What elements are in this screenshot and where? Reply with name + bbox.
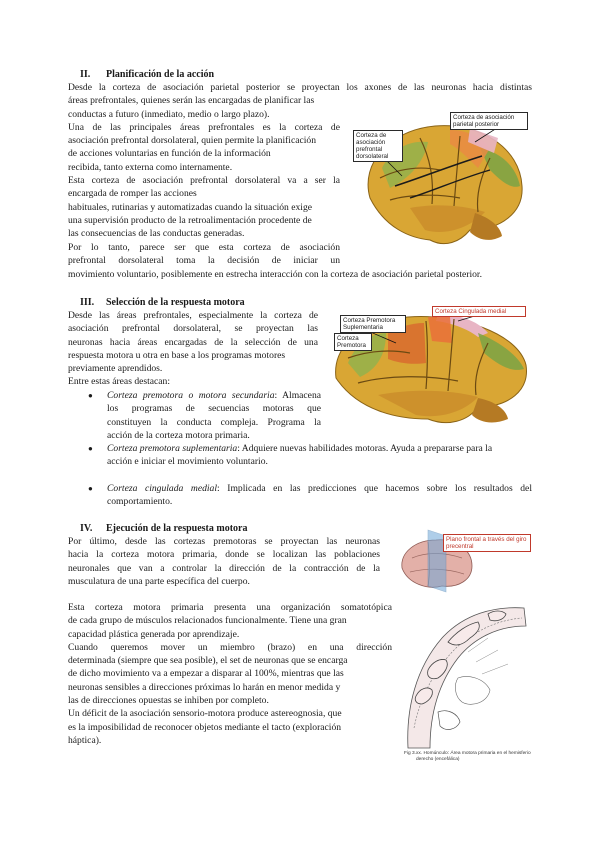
sec2-line: áreas prefrontales, quienes serán las encargadas de planificar las <box>68 95 315 107</box>
sec2-line-full: Desde la corteza de asociación parietal posterior se proyectan los axones de las neuronas hacia distintas <box>68 82 532 93</box>
bullet-dot-icon: ● <box>88 444 93 453</box>
label-prefrontal-dorsolateral: Corteza de asociación prefrontal dorsolateral <box>353 130 403 162</box>
homunculus-illustration <box>398 598 532 750</box>
brain-figure-premotor <box>328 303 533 433</box>
sec3-paragraph <box>68 309 318 375</box>
label-premotora: Corteza Premotora <box>334 333 372 351</box>
brain-figure-frontal-plane <box>398 528 532 594</box>
sec3-line: previamente aprendidos. <box>68 363 163 375</box>
sec4-line: las de direcciones opuestas se inhiben por completo. <box>68 695 269 707</box>
term-premotora: Corteza premotora o motora secundaria <box>107 390 275 401</box>
sec4-line: capacidad plástica generada por aprendizaje. <box>68 628 240 640</box>
sec4-line: neuronas sensibles a direcciones próximas lo harán en menor medida y <box>68 681 341 693</box>
bullet-dot-icon: ● <box>88 484 93 493</box>
sec2-paragraph <box>68 94 340 267</box>
sec3-line: neuronas hacia áreas encargadas de la selección de una <box>68 336 318 348</box>
sec3-line: respuesta motora u otra en base a los programas motores <box>68 349 286 361</box>
homunculus-figure <box>398 598 532 750</box>
sec2-line: Por lo tanto, parece ser que esta corteza de asociación <box>68 241 340 253</box>
sec4-line: neuronales que van a controlar la dirección de la contracción de la <box>68 562 380 574</box>
sec4-paragraph-2 <box>68 601 392 747</box>
sec4-line: es la imposibilidad de reconocer objetos mediante el tacto (exploración <box>68 721 342 733</box>
sec2-line: recibida, tanto externa como internamente. <box>68 161 233 173</box>
sec4-line: determinada (siempre que sea posible), el set de neuronas que se encarga <box>68 655 348 667</box>
sec3-line: asociación prefrontal dorsolateral, se proyectan las <box>68 323 318 335</box>
bullet-dot-icon: ● <box>88 391 93 400</box>
sec4-line: Cuando queremos mover un miembro (brazo) en una dirección <box>68 641 392 653</box>
sec2-line: de acciones voluntarias en función de la información <box>68 148 271 160</box>
label-frontal-plane: Plano frontal a través del giro precentral <box>443 534 531 552</box>
term-cingulada: Corteza cingulada medial <box>107 483 218 494</box>
sec2-line-last: movimiento voluntario, posiblemente en estrecha interacción con la corteza de asociación parietal posterior. <box>68 269 482 280</box>
label-parietal-posterior: Corteza de asociación parietal posterior <box>450 112 528 130</box>
sec4-line: Un déficit de la asociación sensorio-motora produce astereognosia, que <box>68 708 342 720</box>
term-suplementaria: Corteza premotora suplementaria <box>107 443 238 454</box>
sec2-line: Esta corteza de asociación prefrontal dorsolateral va a ser la <box>68 175 340 187</box>
sec2-line: una supervisión producto de la retroalimentación procedente de <box>68 214 312 226</box>
heading-sec4: IV. Ejecución de la respuesta motora <box>80 523 248 534</box>
sec2-line: prefrontal dorsolateral toma la decisión de iniciar un <box>68 254 340 266</box>
sec2-line: Una de las principales áreas prefrontales es la corteza de <box>68 121 340 133</box>
sec3-line: Desde las áreas prefrontales, especialmente la corteza de <box>68 310 318 321</box>
sec2-line: habituales, rutinarias y automatizadas cuando la situación exige <box>68 201 313 213</box>
sec3-intro: Entre estas áreas destacan: <box>68 376 171 387</box>
brain-figure-planning <box>350 108 530 256</box>
sec4-line: de dicho movimiento va a empezar a disparar al 100%, mientras que las <box>68 668 344 680</box>
sec4-line: hacia la corteza motora primaria, donde se localizan las poblaciones <box>68 549 380 561</box>
sec4-line: musculatura de una parte específica del cuerpo. <box>68 575 250 587</box>
sec4-paragraph-1 <box>68 535 380 588</box>
heading-sec3: III. Selección de la respuesta motora <box>80 297 245 308</box>
sec4-line: Por último, desde las cortezas premotoras se proyectan las neuronas <box>68 536 380 547</box>
sec2-line: conductas a futuro (inmediato, medio o largo plazo). <box>68 108 270 120</box>
figure-caption: Fig 3.xx. Homúnculo: Área motora primaria en el hemisferio derecho (encefálica) <box>404 751 531 762</box>
label-cingulada-medial: Corteza Cingulada medial <box>432 306 526 317</box>
sec4-line: Esta corteza motora primaria presenta una organización somatotópica <box>68 602 392 613</box>
sec4-line: de cada grupo de músculos relacionados funcionalmente. Tiene una gran <box>68 615 347 627</box>
label-premotora-suplementaria: Corteza Premotora Suplementaria <box>340 315 406 333</box>
sec4-line: háptica). <box>68 734 102 746</box>
sec2-line: encargada de romper las acciones <box>68 188 197 200</box>
heading-sec2: II. Planificación de la acción <box>80 69 215 80</box>
sec2-line: asociación prefrontal dorsolateral, quien permite la planificación <box>68 135 316 147</box>
sec2-line: las consecuencias de las conductas generadas. <box>68 228 245 240</box>
